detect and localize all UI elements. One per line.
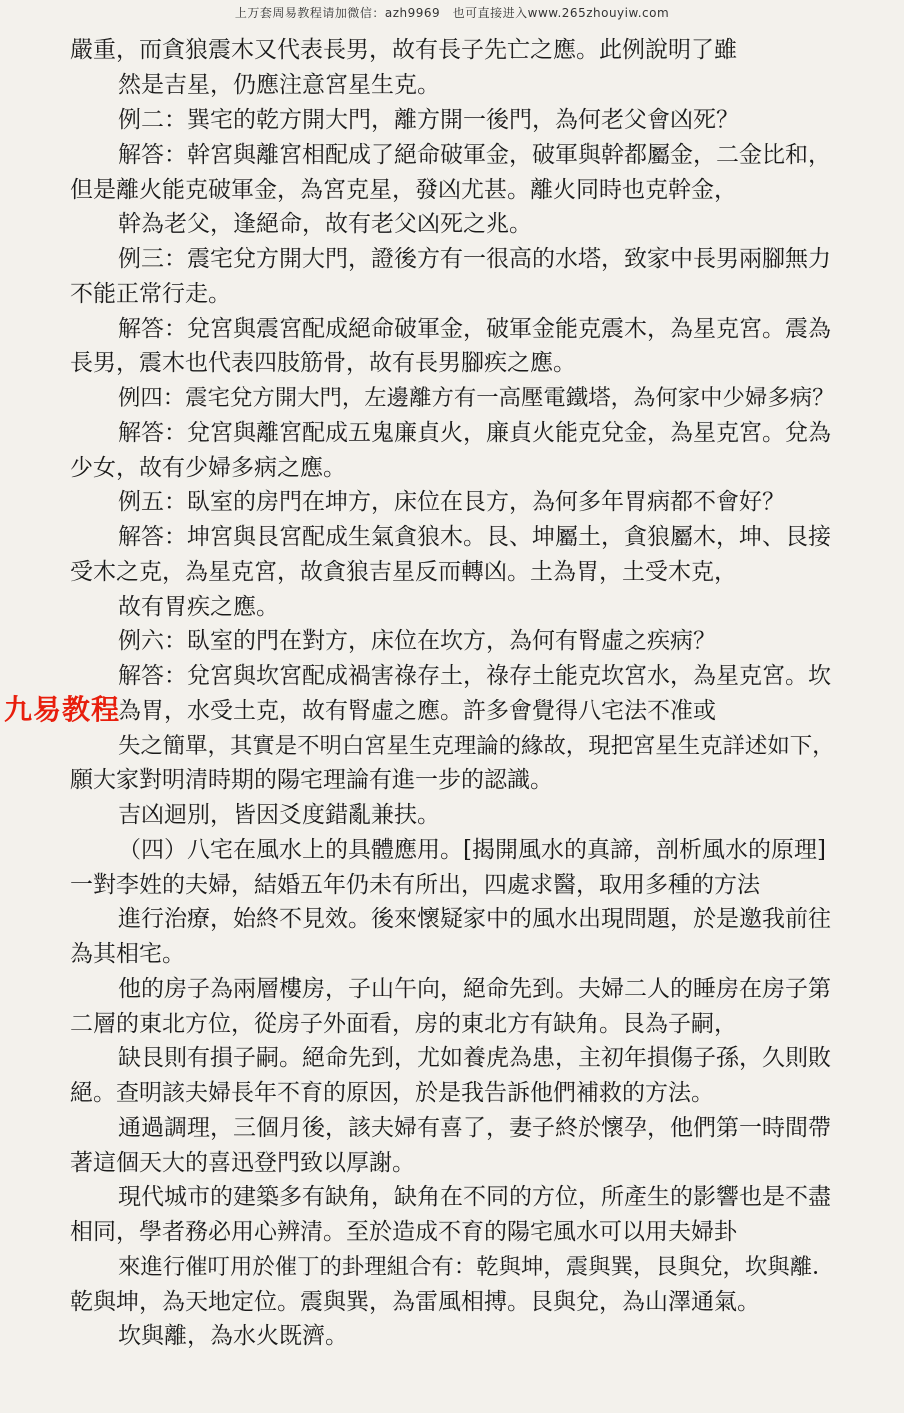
text-line: 來進行催叮用於催丁的卦理組合有：乾與坤，震與巽，艮與兌，坎與離． <box>118 1254 835 1280</box>
text-line: 願大家對明清時期的陽宅理論有進一步的認識。 <box>70 767 553 793</box>
text-line: 解答：坤宮與艮宮配成生氣貪狼木。艮、坤屬土，貪狼屬木，坤、艮接 <box>118 524 831 550</box>
text-line: 現代城市的建築多有缺角，缺角在不同的方位，所產生的影響也是不盡 <box>118 1184 831 1210</box>
text-line: 坎與離，為水火既濟。 <box>118 1323 348 1349</box>
text-line: 著這個天大的喜迅登門致以厚謝。 <box>70 1150 415 1176</box>
text-line: 解答：兌宮與坎宮配成禍害祿存土，祿存土能克坎宮水，為星克宮。坎 <box>118 663 831 689</box>
text-line: 缺艮則有損子嗣。絕命先到，尤如養虎為患，主初年損傷子孫，久則敗 <box>118 1045 831 1071</box>
text-line: 例四：震宅兌方開大門，左邊離方有一高壓電鐵塔，為何家中少婦多病？ <box>118 385 835 411</box>
text-line: 例五：臥室的房門在坤方，床位在艮方，為何多年胃病都不會好？ <box>118 489 785 515</box>
text-line: 相同，學者務必用心辨清。至於造成不育的陽宅風水可以用夫婦卦 <box>70 1219 737 1245</box>
text-line: 例三：震宅兌方開大門，證後方有一很高的水塔，致家中長男兩腳無力 <box>118 246 831 272</box>
text-line: 絕。查明該夫婦長年不育的原因，於是我告訴他們補救的方法。 <box>70 1080 714 1106</box>
text-line: 乾與坤，為天地定位。震與巽，為雷風相搏。艮與兌，為山澤通氣。 <box>70 1289 760 1315</box>
text-line: 為其相宅。 <box>70 941 185 967</box>
text-line: 他的房子為兩層樓房，子山午向，絕命先到。夫婦二人的睡房在房子第 <box>118 976 831 1002</box>
text-line: 不能正常行走。 <box>70 281 231 307</box>
text-line: 為胃，水受土克，故有腎虛之應。許多會覺得八宅法不准或 <box>118 698 716 724</box>
text-line: 嚴重，而貪狼震木又代表長男，故有長子先亡之應。此例說明了雖 <box>70 37 737 63</box>
text-line: 吉凶迴別，皆因爻度錯亂兼扶。 <box>118 802 440 828</box>
text-line: 一對李姓的夫婦，結婚五年仍未有所出，四處求醫，取用多種的方法 <box>70 872 760 898</box>
text-line: 解答：兌宮與離宮配成五鬼廉貞火，廉貞火能克兌金，為星克宮。兌為 <box>118 420 831 446</box>
text-line: 長男，震木也代表四肢筋骨，故有長男腳疾之應。 <box>70 350 576 376</box>
text-line: 受木之克，為星克宮，故貪狼吉星反而轉凶。土為胃，土受木克， <box>70 559 737 585</box>
text-line: 二層的東北方位，從房子外面看，房的東北方有缺角。艮為子嗣， <box>70 1011 737 1037</box>
text-line: 通過調理，三個月後，該夫婦有喜了，妻子終於懷孕，他們第一時間帶 <box>118 1115 831 1141</box>
text-line: 故有胃疾之應。 <box>118 594 279 620</box>
text-line: 然是吉星，仍應注意宮星生克。 <box>118 72 440 98</box>
text-line: 例六：臥室的門在對方，床位在坎方，為何有腎虛之疾病？ <box>118 628 716 654</box>
text-line: 進行治療，始終不見效。後來懷疑家中的風水出現問題，於是邀我前往 <box>118 906 831 932</box>
text-line: 但是離火能克破軍金，為宮克星，發凶尤甚。離火同時也克幹金， <box>70 177 737 203</box>
text-line: 失之簡單，其實是不明白宮星生克理論的緣故，現把宮星生克詳述如下， <box>118 733 835 759</box>
text-line: 幹為老父，逢絕命，故有老父凶死之兆。 <box>118 211 532 237</box>
watermark-logo: 九易教程 <box>4 693 121 726</box>
page-header: 上万套周易教程请加微信：azh9969 也可直接进入www.265zhouyiw.com <box>234 6 670 20</box>
text-line: 解答：兌宮與震宮配成絕命破軍金，破軍金能克震木，為星克宮。震為 <box>118 316 831 342</box>
text-line: 例二：巽宅的乾方開大門，離方開一後門，為何老父會凶死？ <box>118 107 739 133</box>
text-line: （四）八宅在風水上的具體應用。[揭開風水的真諦，剖析風水的原理] <box>118 837 826 863</box>
text-line: 解答：幹宮與離宮相配成了絕命破軍金，破軍與幹都屬金，二金比和， <box>118 142 831 168</box>
text-line: 少女，故有少婦多病之應。 <box>70 455 346 481</box>
